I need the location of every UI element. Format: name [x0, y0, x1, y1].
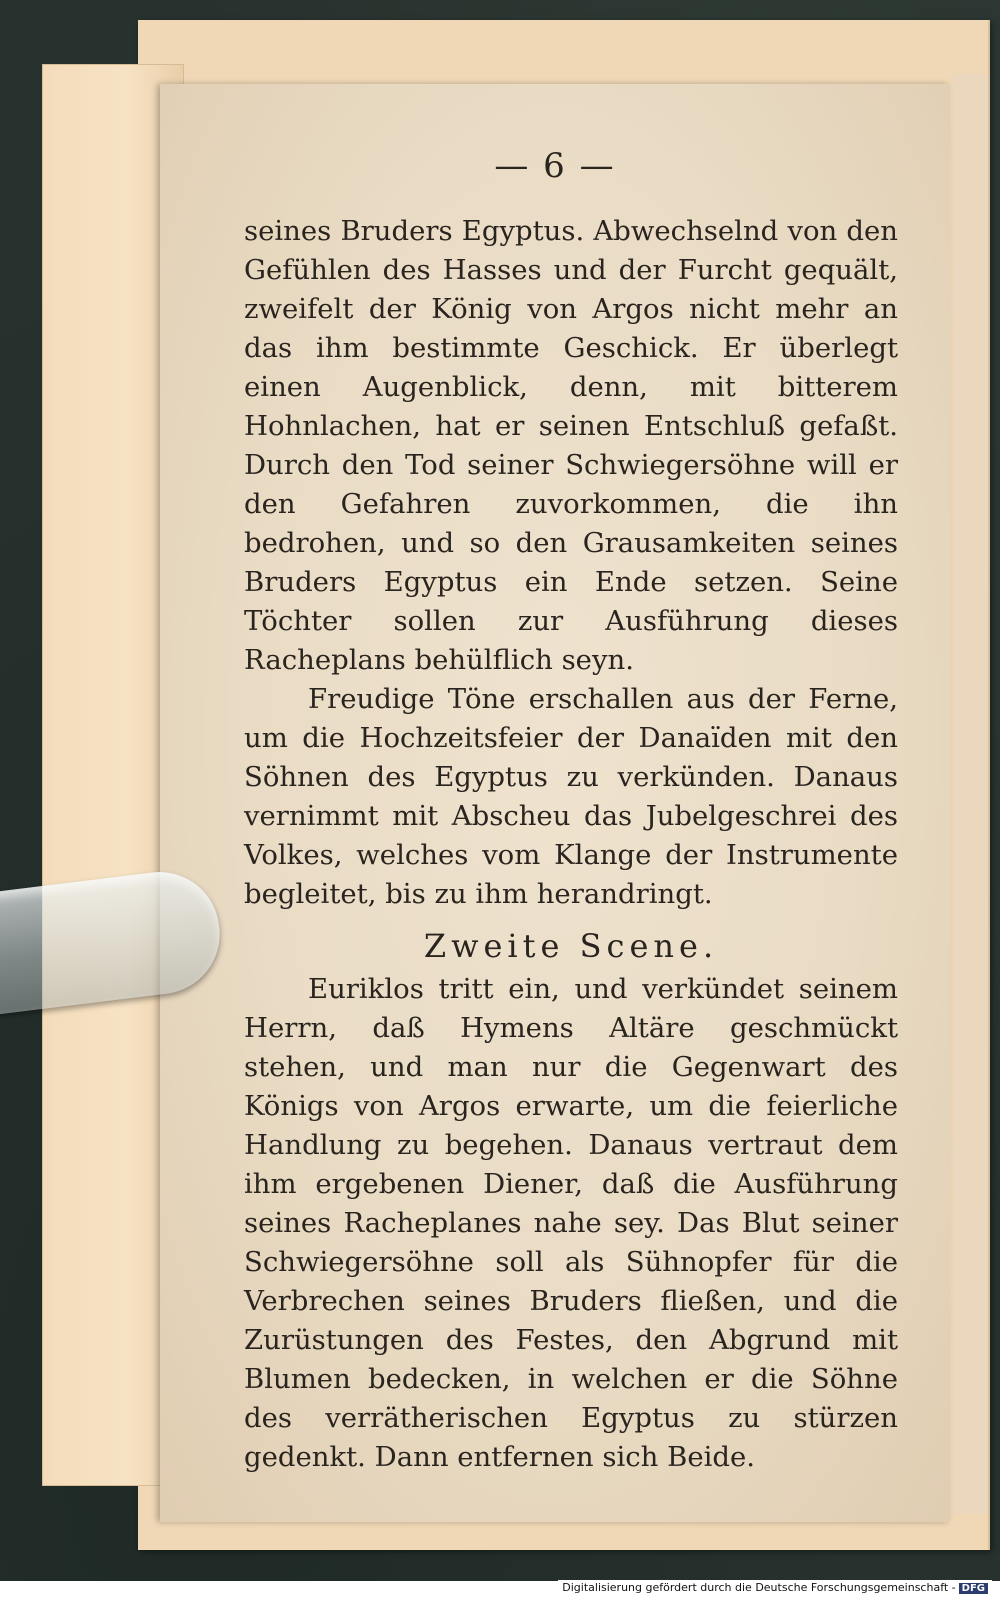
scene-heading: Zweite Scene. [423, 927, 719, 965]
paragraph: Freudige Töne erschallen aus der Ferne, um die Hochzeitsfeier der Danaïden mit den Söhnen des Egyptus zu verkünden. Danaus vernimmt mit Abscheu das Jubelgeschrei des Volkes, welches vom Klange der Instrumente begleitet, bis zu ihm herandringt. [244, 683, 898, 910]
paragraph: Euriklos tritt ein, und verkündet seinem Herrn, daß Hymens Altäre geschmückt stehen, und man nur die Gegenwart des Königs von Argos erwarte, um die feierliche Handlung zu begehen. Danaus vertraut dem ihm ergebenen Diener, daß die Ausführung seines Racheplanes nahe sey. Das Blut seiner Schwiegersöhne soll als Sühnopfer für die Verbrechen seines Bruders fließen, und die Zurüstungen des Festes, den Abgrund mit Blumen bedecken, in welchen er die Söhne des verrätherischen Egyptus zu stürzen gedenkt. Dann entfernen sich Beide. [244, 973, 898, 1473]
credit-text: Digitalisierung gefördert durch die Deutsche Forschungsgemeinschaft - [562, 1581, 956, 1594]
page-number: — 6 — [494, 146, 616, 186]
page-text [244, 212, 898, 1477]
book-page [160, 84, 950, 1522]
digitization-credit [558, 1580, 992, 1595]
dfg-logo: DFG [959, 1583, 988, 1594]
next-page-edge [952, 74, 988, 1514]
paragraph: seines Bruders Egyptus. Abwechselnd von den Gefühlen des Hasses und der Furcht gequält, zweifelt der König von Argos nicht mehr an das ihm bestimmte Geschick. Er überlegt einen Augenblick, denn, mit bitterem Hohnlachen, hat er seinen Entschluß gefaßt. Durch den Tod seiner Schwiegersöhne will er den Gefahren zuvorkommen, die ihn bedrohen, und so den Grausamkeiten seines Bruders Egyptus ein Ende setzen. Seine Töchter sollen zur Ausführung dieses Racheplans behülflich seyn. [244, 215, 898, 676]
